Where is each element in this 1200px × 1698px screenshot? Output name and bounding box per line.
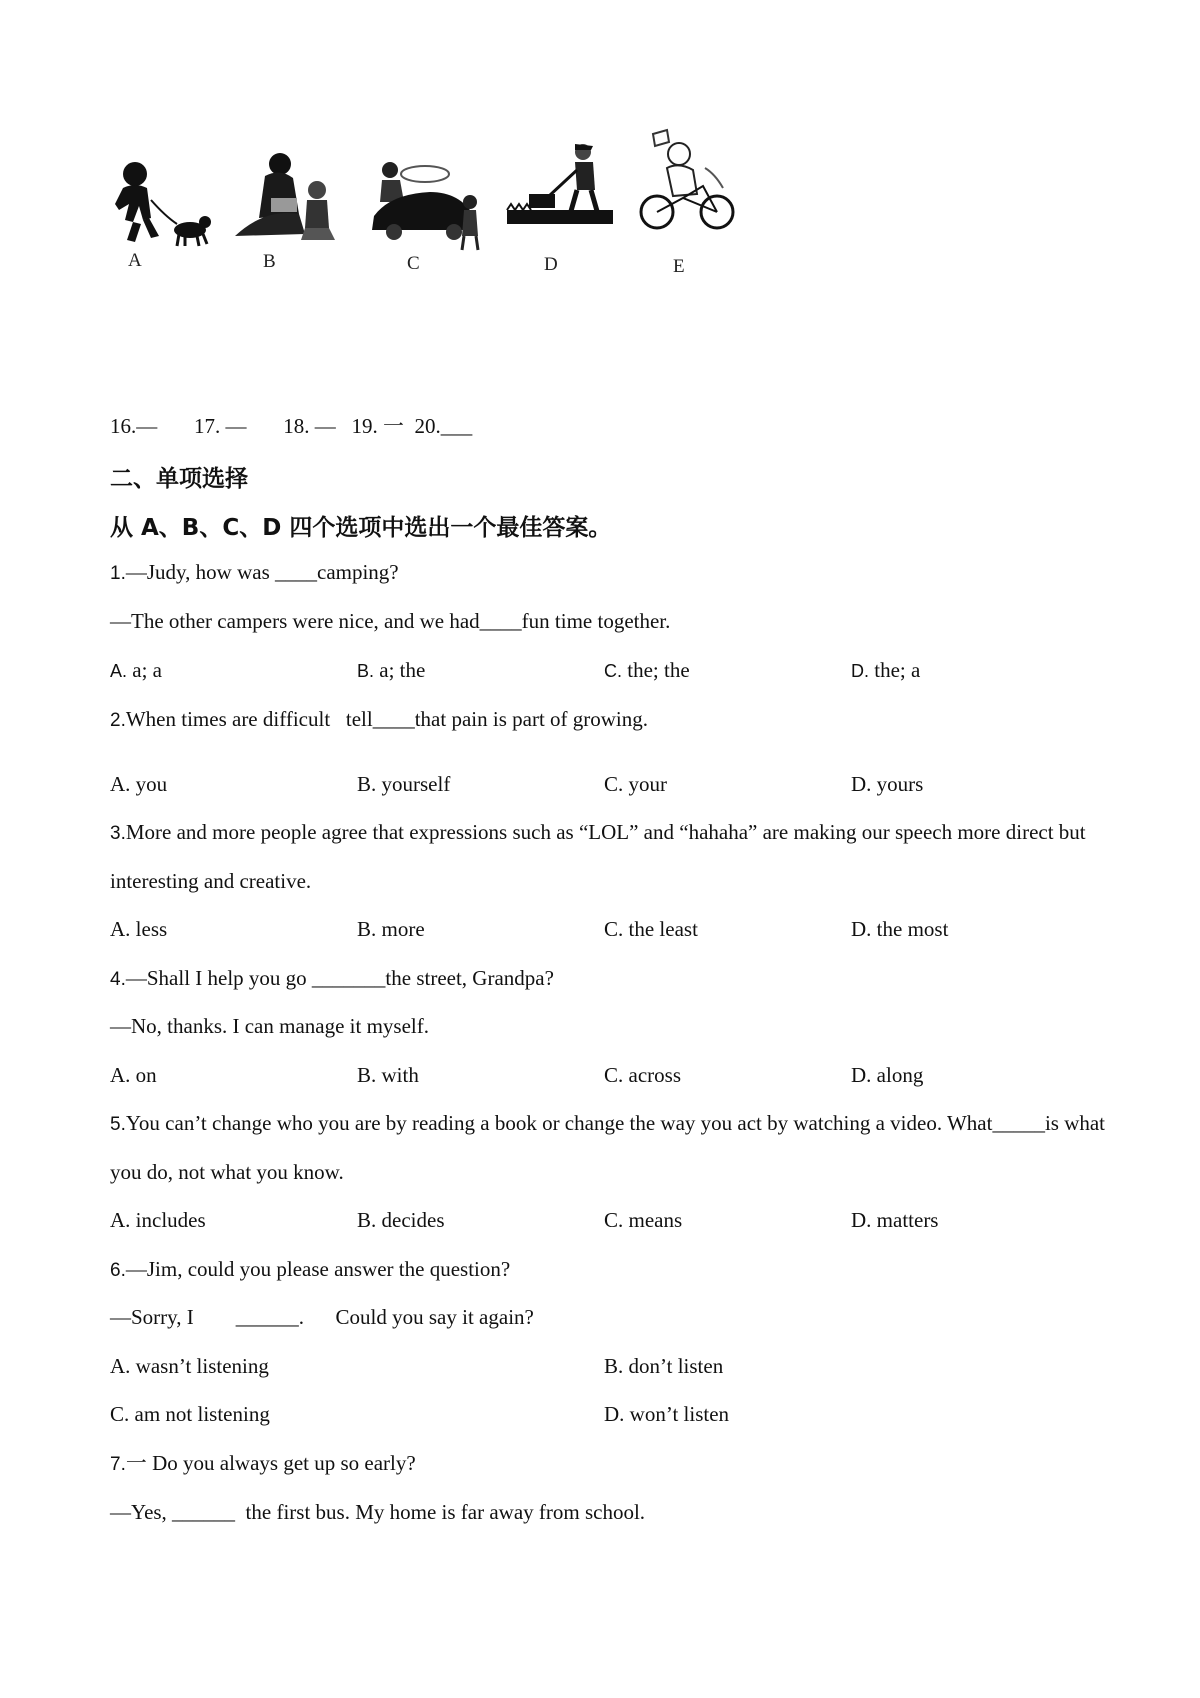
question-text: —Judy, how was ____camping?	[125, 560, 399, 584]
option-c[interactable]	[604, 1061, 681, 1089]
option-a[interactable]	[110, 1061, 157, 1089]
option-b[interactable]	[604, 1352, 723, 1380]
section-instruction: 从 A、B、C、D 四个选项中选出一个最佳答案。	[110, 515, 612, 541]
question-text: More and more people agree that expressions such as “LOL” and “hahaha” are making our speech more direct but	[125, 820, 1086, 844]
option-text: means	[623, 1208, 683, 1232]
option-letter: B.	[357, 1063, 377, 1087]
option-letter: B.	[357, 661, 375, 681]
option-b[interactable]	[357, 915, 425, 943]
option-text: you	[130, 772, 168, 796]
option-d[interactable]	[604, 1400, 729, 1428]
option-text: decides	[376, 1208, 445, 1232]
option-letter: B.	[357, 1208, 377, 1232]
option-text: with	[376, 1063, 419, 1087]
question-number: 3.	[110, 823, 126, 844]
washing-car-picture	[370, 156, 490, 256]
option-text: less	[130, 917, 168, 941]
question-number: 2.	[110, 710, 126, 731]
question-4-reply: —No, thanks. I can manage it myself.	[110, 1014, 429, 1038]
option-a[interactable]	[110, 656, 162, 685]
option-d[interactable]	[851, 656, 920, 685]
section-heading: 二、单项选择	[110, 466, 248, 492]
option-c[interactable]	[604, 1206, 682, 1234]
picture-label-d: D	[544, 254, 558, 275]
picture-label-e: E	[673, 256, 685, 277]
picture-row	[95, 128, 815, 308]
question-4-stem	[110, 964, 554, 994]
option-text: yours	[871, 772, 924, 796]
question-text: —Shall I help you go _______the street, Grandpa?	[125, 966, 554, 990]
option-letter: B.	[357, 772, 377, 796]
question-text: 一 Do you always get up so early?	[125, 1451, 416, 1475]
question-number: 7.	[110, 1454, 126, 1475]
option-text: a; the	[374, 658, 426, 682]
option-text: matters	[871, 1208, 939, 1232]
option-a[interactable]	[110, 915, 167, 943]
option-letter: D.	[851, 1208, 872, 1232]
option-text: don’t listen	[623, 1354, 724, 1378]
picture-label-c: C	[407, 253, 420, 274]
option-text: the least	[623, 917, 698, 941]
option-d[interactable]	[851, 770, 923, 798]
option-letter: B.	[357, 917, 377, 941]
option-d[interactable]	[851, 1206, 938, 1234]
option-letter: D.	[851, 917, 872, 941]
question-7-stem	[110, 1449, 416, 1479]
mother-reading-with-child-picture	[225, 148, 345, 248]
question-1-stem	[110, 558, 399, 588]
option-text: your	[623, 772, 668, 796]
option-letter: A.	[110, 917, 131, 941]
question-number: 5.	[110, 1114, 126, 1135]
question-2-stem	[110, 705, 648, 735]
question-number: 4.	[110, 969, 126, 990]
option-letter: D.	[851, 661, 869, 681]
question-text: When times are difficult tell____that pain is part of growing.	[125, 707, 649, 731]
option-letter: C.	[604, 1208, 624, 1232]
option-a[interactable]	[110, 1206, 206, 1234]
question-6-reply: —Sorry, I ______. Could you say it again?	[110, 1305, 534, 1329]
option-a[interactable]	[110, 1352, 269, 1380]
option-c[interactable]	[604, 770, 667, 798]
question-5-stem-cont: you do, not what you know.	[110, 1160, 344, 1184]
question-3-stem-cont: interesting and creative.	[110, 869, 312, 893]
option-letter: A.	[110, 772, 131, 796]
option-text: along	[871, 1063, 924, 1087]
option-letter: A.	[110, 661, 128, 681]
question-text: You can’t change who you are by reading a book or change the way you act by watching a video. What_____is what	[125, 1111, 1106, 1135]
question-number: 1.	[110, 563, 126, 584]
option-letter: A.	[110, 1354, 131, 1378]
question-3-stem	[110, 818, 1086, 848]
question-number: 6.	[110, 1260, 126, 1281]
option-c[interactable]	[604, 656, 690, 685]
option-text: the; a	[869, 658, 921, 682]
option-b[interactable]	[357, 1061, 419, 1089]
option-c[interactable]	[110, 1400, 270, 1428]
option-text: won’t listen	[624, 1402, 730, 1426]
option-letter: C.	[604, 772, 624, 796]
option-letter: A.	[110, 1208, 131, 1232]
option-text: more	[376, 917, 425, 941]
option-text: the; the	[622, 658, 690, 682]
picture-label-b: B	[263, 251, 276, 272]
boy-walking-dog-picture	[105, 160, 215, 250]
option-letter: C.	[110, 1402, 130, 1426]
option-a[interactable]	[110, 770, 167, 798]
option-letter: C.	[604, 661, 622, 681]
option-letter: C.	[604, 917, 624, 941]
option-d[interactable]	[851, 915, 948, 943]
option-letter: A.	[110, 1063, 131, 1087]
option-text: the most	[871, 917, 949, 941]
option-text: a; a	[127, 658, 162, 682]
question-text: —Jim, could you please answer the question?	[125, 1257, 511, 1281]
option-text: includes	[130, 1208, 206, 1232]
option-c[interactable]	[604, 915, 698, 943]
option-text: wasn’t listening	[130, 1354, 269, 1378]
riding-bike-picture	[633, 128, 743, 238]
option-b[interactable]	[357, 656, 425, 685]
question-5-stem	[110, 1109, 1105, 1139]
answer-line: 16.— 17. — 18. — 19. 一 20.___	[110, 414, 473, 438]
question-7-reply: —Yes, ______ the first bus. My home is far away from school.	[110, 1500, 646, 1524]
question-1-reply: —The other campers were nice, and we had____fun time together.	[110, 609, 671, 633]
option-text: yourself	[376, 772, 451, 796]
option-b[interactable]	[357, 1206, 445, 1234]
option-letter: D.	[604, 1402, 625, 1426]
mowing-lawn-picture	[505, 140, 615, 240]
option-b[interactable]	[357, 770, 450, 798]
picture-label-a: A	[128, 250, 142, 271]
option-text: across	[623, 1063, 681, 1087]
option-letter: B.	[604, 1354, 624, 1378]
question-6-stem	[110, 1255, 510, 1285]
option-letter: D.	[851, 1063, 872, 1087]
option-text: am not listening	[129, 1402, 270, 1426]
option-letter: C.	[604, 1063, 624, 1087]
option-d[interactable]	[851, 1061, 923, 1089]
option-letter: D.	[851, 772, 872, 796]
option-text: on	[130, 1063, 157, 1087]
